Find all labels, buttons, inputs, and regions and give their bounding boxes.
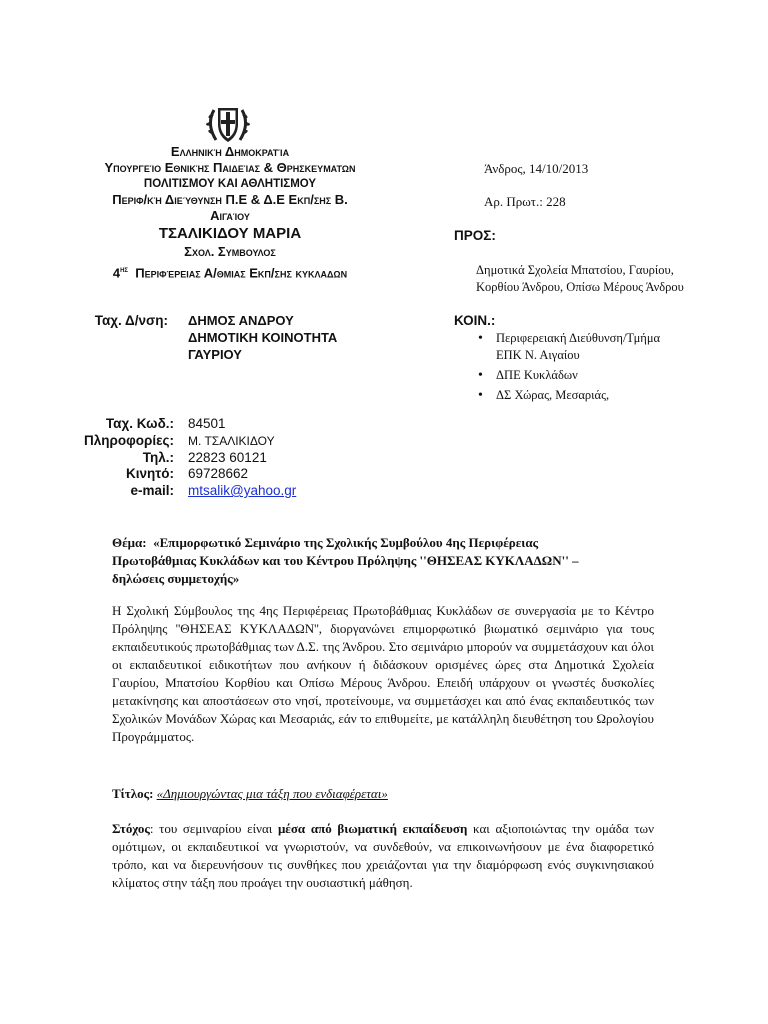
goal-emphasis: μέσα από βιωματική εκπαίδευση: [277, 821, 468, 836]
document-date: Άνδρος, 14/10/2013: [484, 161, 589, 176]
protocol-number: Αρ. Πρωτ.: 228: [484, 194, 566, 209]
copy-to-item: • ΔΣ Χώρας, Μεσαριάς,: [478, 387, 688, 404]
subject-label: Θέμα:: [112, 535, 147, 550]
advisor-district: $4^{\eta\varsigma}$ Περιφέρειας Α/θμιας Εκπ/σης κυκλαδων: [112, 265, 348, 281]
info-label: Πληροφορίες:: [83, 433, 174, 448]
mobile-value: 69728662: [188, 466, 249, 481]
subject-line3: δηλώσεις συμμετοχής»: [112, 571, 240, 586]
copy-to-list: [478, 330, 688, 404]
ministry-header: [60, 144, 400, 281]
subject: [112, 534, 672, 588]
header-country: Ελληνική Δημοκρατία: [170, 144, 290, 159]
advisor-name: ΤΣΑΛΙΚΙΔΟΥ ΜΑΡΙΑ: [158, 225, 302, 242]
header-ministry: Υπουργείο Εθνικής Παιδείας & Θρησκευματων: [104, 160, 356, 175]
subject-line1: «Επιμορφωτικό Σεμινάριο της Σχολικής Συμβούλου 4ης Περιφέρειας: [153, 535, 539, 550]
address-value: ΔΗΜΟΣ ΑΝΔΡΟΥ ΔΗΜΟΤΙΚΗ ΚΟΙΝΟΤΗΤΑ ΓΑΥΡΙΟΥ: [188, 313, 338, 362]
postcode-value: 84501: [188, 416, 226, 431]
recipients-text: Δημοτικά Σχολεία Μπατσίου, Γαυρίου, Κορθίου Άνδρου, Οπίσω Μέρους Άνδρου: [476, 263, 684, 294]
subject-line2: Πρωτοβάθμιας Κυκλάδων και του Κέντρου Πρόληψης ''ΘΗΣΕΑΣ ΚΥΚΛΑΔΩΝ'' –: [112, 553, 579, 568]
header-directorate: Περιφ/κή Διεύθυνση Π.Ε & Δ.Ε Εκπ/σης Β.: [112, 192, 348, 207]
email-label: e-mail:: [130, 483, 174, 498]
goal-paragraph: Στόχος: του σεμιναρίου είναι μέσα από βιωματική εκπαίδευση και αξιοποιώντας την ομάδα των ομότιμων, οι εκπαιδευτικοί να γνωριστούν, να συνδεθούν, να επικοινωνήσουν με ένα διαφορετικό τρόπο, και να διερευνήσουν τις συνθήκες που χρειάζονται για την διαμόρφωση ενός συγκινησιακού κλίματος στην τάξη που προάγει την ουσιαστική μάθηση.: [112, 821, 654, 890]
recipients-label: ΠΡΟΣ:: [454, 228, 496, 243]
advisor-role: Σχολ. Συμβουλος: [184, 244, 276, 259]
copy-to-item: • Περιφερειακή Διεύθυνση/Τμήμα ΕΠΚ Ν. Αιγαίου: [478, 330, 688, 364]
body-paragraph: Η Σχολική Σύμβουλος της 4ης Περιφέρειας Πρωτοβάθμιας Κυκλάδων σε συνεργασία με το Κέντρο Πρόληψης ''ΘΗΣΕΑΣ ΚΥΚΛΑΔΩΝ'', διοργανώνει επιμορφωτικό βιωματικό σεμινάριο για τους εκπαιδευτικούς πρωτοβάθμιας των Δ.Σ. της Άνδρου. Στο σεμινάριο μπορούν να συμμετάσχουν και όλοι οι εκπαιδευτικοί ειδικοτήτων που ανήκουν ή διδάσκουν ορισμένες ώρες στα Δημοτικά Σχολεία Γαυρίου, Μπατσίου Κορθίου και Οπίσω Μέρους Άνδρου. Επειδή υπάρχουν οι γνωστές δυσκολίες μετακίνησης και αποστάσεων στο νησί, προτείνουμε, να συμμετάσχει και από ένας εκπαιδευτικός των Σχολικών Μονάδων Χώρας και Μεσαριάς, εάν το επιθυμείτε, με κατάλληλη διευθέτηση του Ωρολογίου Προγράμματος.: [112, 603, 654, 744]
greek-coat-of-arms-icon: [204, 102, 252, 146]
title-value: «Δημιουργώντας μια τάξη που ενδιαφέρεται»: [156, 786, 388, 801]
title-label: Τίτλος:: [112, 786, 154, 801]
phone-label: Τηλ.:: [142, 450, 174, 465]
copy-to-item: • ΔΠΕ Κυκλάδων: [478, 367, 688, 384]
copy-to-label: ΚΟΙΝ.:: [454, 313, 496, 328]
mobile-label: Κινητό:: [125, 466, 174, 481]
seminar-title: [112, 786, 388, 802]
info-value: Μ. ΤΣΑΛΙΚΙΔΟΥ: [188, 434, 275, 448]
email-link[interactable]: mtsalik@yahoo.gr: [188, 483, 297, 498]
postcode-label: Ταχ. Κωδ.:: [105, 416, 174, 431]
header-ministry-cont: ΠΟΛΙΤΙΣΜΟΥ ΚΑΙ ΑΘΛΗΤΙΣΜΟΥ: [143, 178, 317, 190]
goal-label: Στόχος: [112, 821, 150, 836]
header-directorate-cont: Αιγαίου: [210, 208, 250, 223]
address-label: Ταχ. Δ/νση:: [94, 313, 168, 328]
phone-value: 22823 60121: [188, 450, 267, 465]
